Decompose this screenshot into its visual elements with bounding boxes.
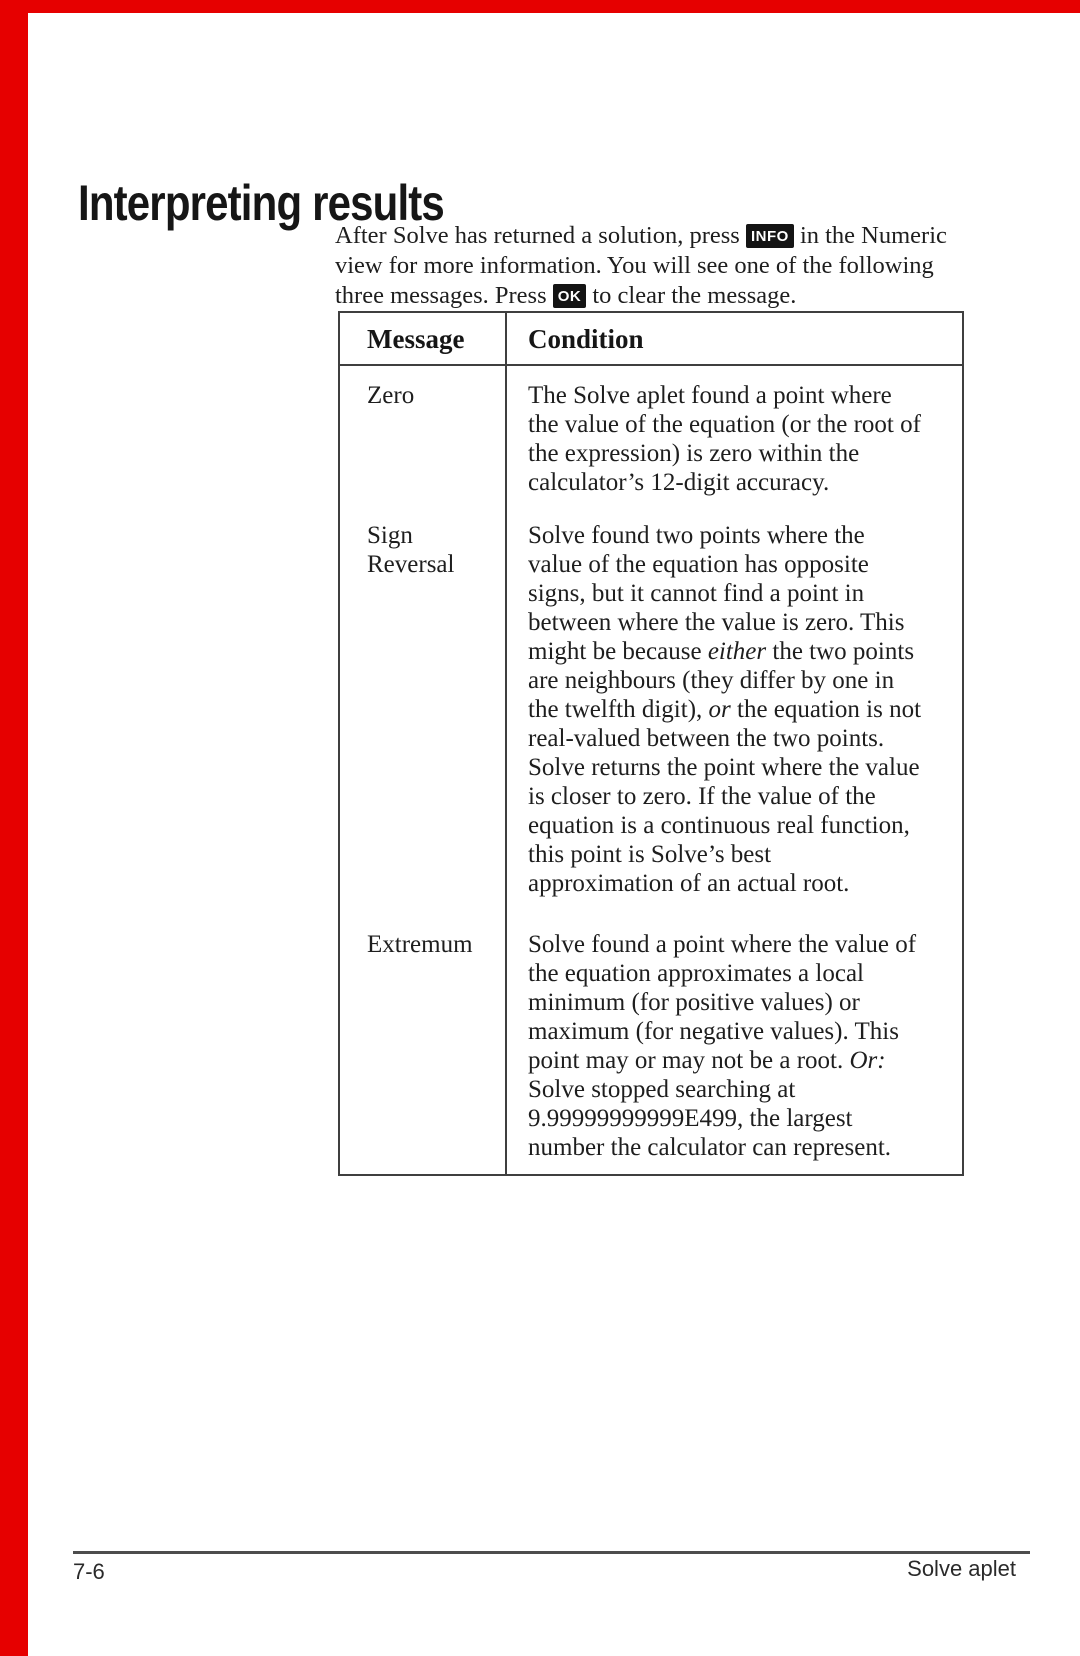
table-row [340,521,962,930]
condition-cell: Solve found two points where the value of the equation has opposite signs, but it cannot find a point in between where the value is zero. This might be because either the two points are neighbours (they differ by one in the twelfth digit), or the equation is not real-valued between the two points. Solve returns the point where the value is closer to zero. If the value of the equation is a continuous real function, this point is Solve’s best approximation of an actual root. [505,521,962,930]
intro-paragraph: After Solve has returned a solution, press INFO in the Numeric view for more information. You will see one of the following three messages. Press OK to clear the message. [335,221,947,309]
table-header-row [340,313,962,366]
condition-cell: The Solve aplet found a point where the value of the equation (or the root of the expression) is zero within the calculator’s 12-digit accuracy. [505,366,962,521]
column-header-message: Message [367,324,465,354]
scan-edge-left-red-bar [0,0,28,1656]
footer-divider-rule [73,1551,1030,1554]
footer-chapter-label: Solve aplet [907,1556,1016,1581]
page-title: Interpreting results [78,174,444,231]
message-cell: Zero [367,382,415,409]
message-cell: Sign Reversal [367,522,455,578]
condition-cell: Solve found a point where the value of the equation approximates a local minimum (for positive values) or maximum (for negative values). This point may or may not be a root. Or: Solve stopped searching at 9.99999999999E499, the largest number the calculator can represent. [505,930,962,1174]
softkey-label: OK [553,284,587,308]
footer-page-number: 7-6 [73,1559,105,1584]
softkey-label: INFO [746,224,794,248]
table-row [340,366,962,521]
table-body [340,366,962,1174]
message-cell: Extremum [367,931,473,958]
column-header-condition: Condition [505,313,962,364]
scan-edge-top-red-bar [0,0,1080,13]
message-condition-table [338,311,964,1176]
table-row [340,930,962,1174]
